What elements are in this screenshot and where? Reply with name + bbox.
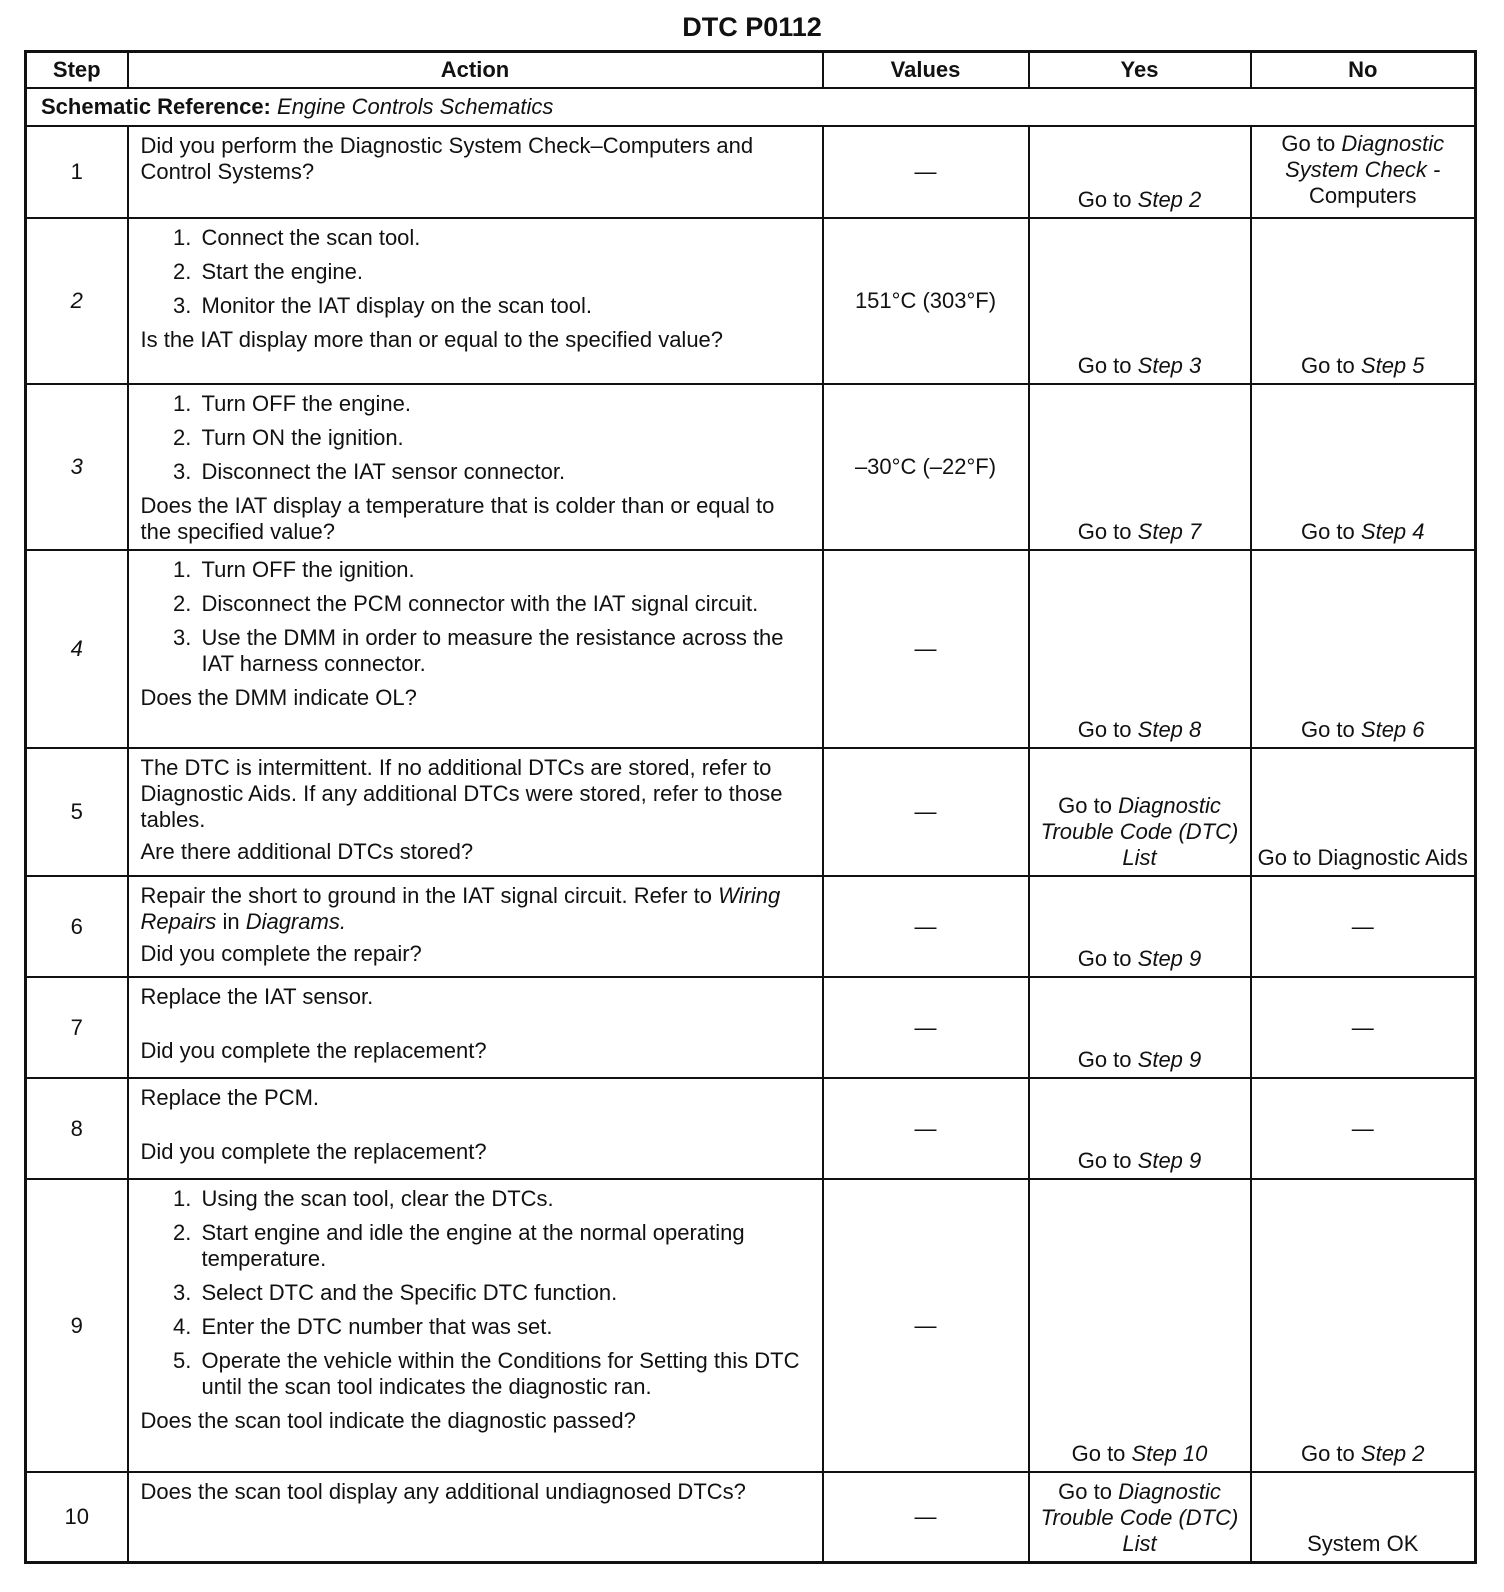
no-cell: System OK (1251, 1472, 1476, 1562)
list-item: 1. Connect the scan tool. (198, 225, 810, 251)
step-number: 6 (26, 876, 128, 977)
action-text: Did you perform the Diagnostic System Check–Computers and Control Systems? (140, 133, 754, 184)
yes-ref: Step 10 (1131, 1441, 1208, 1466)
table-row (26, 1472, 1476, 1562)
yes-ref: Diagnostic Trouble Code (DTC) List (1040, 1478, 1239, 1556)
list-item: 1. Turn OFF the ignition. (198, 557, 810, 583)
list-item: 4. Enter the DTC number that was set. (198, 1314, 810, 1340)
no-prefix: Go to (1300, 353, 1355, 378)
header-yes: Yes (1029, 52, 1251, 89)
table-row (26, 126, 1476, 218)
action-question: Did you complete the repair? (140, 941, 422, 966)
value-cell: –30°C (–22°F) (823, 384, 1029, 550)
no-cell: Go to Diagnostic Aids (1251, 748, 1476, 876)
header-step: Step (26, 52, 128, 89)
yes-ref: Diagnostic Trouble Code (DTC) List (1040, 793, 1239, 870)
action-text-part: in (222, 909, 240, 934)
header-row (26, 52, 1476, 89)
header-no: No (1251, 52, 1476, 89)
step-number: 7 (26, 977, 128, 1078)
no-ref: Step 2 (1360, 1441, 1425, 1466)
list-item: 3. Monitor the IAT display on the scan tool. (198, 293, 810, 319)
no-prefix: Go to (1300, 1441, 1355, 1466)
step-number: 1 (26, 126, 128, 218)
yes-ref: Step 3 (1137, 353, 1202, 378)
list-item: 3. Use the DMM in order to measure the resistance across the IAT harness connector. (198, 625, 810, 677)
page-title: DTC P0112 (682, 12, 822, 42)
yes-cell (1029, 748, 1251, 876)
table-row (26, 1179, 1476, 1472)
no-ref: Step 5 (1360, 353, 1425, 378)
list-item: 2. Disconnect the PCM connector with the IAT signal circuit. (198, 591, 810, 617)
step-number: 2 (26, 218, 128, 384)
no-ref: Step 6 (1360, 717, 1425, 742)
no-cell (1251, 384, 1476, 550)
value-cell: — (823, 1472, 1029, 1562)
yes-prefix: Go to (1077, 187, 1132, 212)
step-number: 5 (26, 748, 128, 876)
list-item: 1. Turn OFF the engine. (198, 391, 810, 417)
schematic-row (26, 88, 1476, 126)
yes-prefix: Go to (1071, 1441, 1126, 1466)
action-text-part: Repair the short to ground in the IAT signal circuit. Refer to (140, 883, 712, 908)
yes-prefix: Go to (1077, 1148, 1132, 1173)
yes-cell (1029, 384, 1251, 550)
action-text: Replace the IAT sensor. (140, 984, 374, 1009)
list-item: 2. Start engine and idle the engine at the normal operating temperature. (198, 1220, 810, 1272)
list-item: 3. Select DTC and the Specific DTC function. (198, 1280, 810, 1306)
schematic-reference (26, 88, 1476, 126)
no-cell: — (1251, 1078, 1476, 1179)
value-cell: 151°C (303°F) (823, 218, 1029, 384)
table-row (26, 384, 1476, 550)
table-row (26, 550, 1476, 748)
yes-cell (1029, 876, 1251, 977)
yes-cell (1029, 1472, 1251, 1562)
list-item: 2. Turn ON the ignition. (198, 425, 810, 451)
yes-cell (1029, 1179, 1251, 1472)
action-question: Does the IAT display a temperature that is colder than or equal to the specified value? (140, 493, 775, 544)
step-number: 8 (26, 1078, 128, 1179)
no-prefix: Go to (1300, 717, 1355, 742)
list-item: 3. Disconnect the IAT sensor connector. (198, 459, 810, 485)
action-cell (128, 384, 823, 550)
yes-ref: Step 7 (1137, 519, 1202, 544)
yes-prefix: Go to (1077, 946, 1132, 971)
action-cell (128, 1078, 823, 1179)
action-cell (128, 876, 823, 977)
table-row (26, 977, 1476, 1078)
step-number: 4 (26, 550, 128, 748)
no-cell (1251, 218, 1476, 384)
action-question: Is the IAT display more than or equal to the specified value? (140, 327, 724, 352)
yes-cell (1029, 550, 1251, 748)
action-text: The DTC is intermittent. If no additional DTCs are stored, refer to Diagnostic Aids. If any additional DTCs were stored, refer to those tables. (140, 755, 783, 832)
table-row (26, 748, 1476, 876)
list-item: 5. Operate the vehicle within the Conditions for Setting this DTC until the scan tool indicates the diagnostic ran. (198, 1348, 810, 1400)
yes-cell (1029, 218, 1251, 384)
list-item: 2. Start the engine. (198, 259, 810, 285)
wiring-repairs-ref: Wiring Repairs (140, 883, 781, 934)
action-cell (128, 126, 823, 218)
action-cell (128, 977, 823, 1078)
table-row (26, 218, 1476, 384)
schematic-label: Schematic Reference: (41, 94, 271, 119)
action-question: Did you complete the replacement? (140, 1139, 487, 1164)
action-list (141, 225, 810, 319)
value-cell: — (823, 977, 1029, 1078)
action-list (141, 391, 810, 485)
action-cell (128, 550, 823, 748)
action-text: Does the scan tool display any additional undiagnosed DTCs? (140, 1479, 746, 1504)
action-question: Does the scan tool indicate the diagnostic passed? (140, 1408, 636, 1433)
yes-prefix: Go to (1077, 717, 1132, 742)
value-cell: — (823, 126, 1029, 218)
no-suffix: Computers (1308, 183, 1417, 208)
action-text (141, 883, 810, 935)
diagnostic-table (24, 50, 1477, 1564)
action-question: Are there additional DTCs stored? (140, 839, 474, 864)
value-cell: — (823, 1179, 1029, 1472)
step-number: 9 (26, 1179, 128, 1472)
table-row (26, 876, 1476, 977)
yes-prefix: Go to (1077, 353, 1132, 378)
header-values: Values (823, 52, 1029, 89)
yes-ref: Step 9 (1137, 1148, 1202, 1173)
action-question: Did you complete the replacement? (140, 1038, 487, 1063)
yes-prefix: Go to (1077, 519, 1132, 544)
step-number: 10 (26, 1472, 128, 1562)
list-item: 1. Using the scan tool, clear the DTCs. (198, 1186, 810, 1212)
action-question: Does the DMM indicate OL? (140, 685, 417, 710)
yes-prefix: Go to (1077, 1047, 1132, 1072)
no-cell (1251, 550, 1476, 748)
action-cell (128, 748, 823, 876)
diagrams-ref: Diagrams. (245, 909, 346, 934)
no-prefix: Go to (1300, 519, 1355, 544)
action-cell (128, 1179, 823, 1472)
action-cell (128, 1472, 823, 1562)
value-cell: — (823, 748, 1029, 876)
step-number: 3 (26, 384, 128, 550)
action-cell (128, 218, 823, 384)
no-cell (1251, 1179, 1476, 1472)
value-cell: — (823, 550, 1029, 748)
value-cell: — (823, 876, 1029, 977)
no-cell: — (1251, 977, 1476, 1078)
no-ref: Diagnostic System Check - (1285, 131, 1445, 182)
yes-ref: Step 2 (1137, 187, 1202, 212)
table-row (26, 1078, 1476, 1179)
no-cell (1251, 126, 1476, 218)
yes-ref: Step 8 (1137, 717, 1202, 742)
action-list (141, 1186, 810, 1400)
value-cell: — (823, 1078, 1029, 1179)
action-text: Replace the PCM. (140, 1085, 320, 1110)
no-cell: — (1251, 876, 1476, 977)
yes-ref: Step 9 (1137, 1047, 1202, 1072)
action-list (141, 557, 810, 677)
yes-cell (1029, 1078, 1251, 1179)
yes-ref: Step 9 (1137, 946, 1202, 971)
schematic-link: Engine Controls Schematics (277, 94, 554, 119)
yes-prefix: Go to (1058, 793, 1112, 818)
yes-prefix: Go to (1058, 1478, 1112, 1504)
yes-cell (1029, 977, 1251, 1078)
no-ref: Step 4 (1360, 519, 1425, 544)
no-prefix: Go to (1281, 131, 1336, 156)
yes-cell (1029, 126, 1251, 218)
header-action: Action (128, 52, 823, 89)
